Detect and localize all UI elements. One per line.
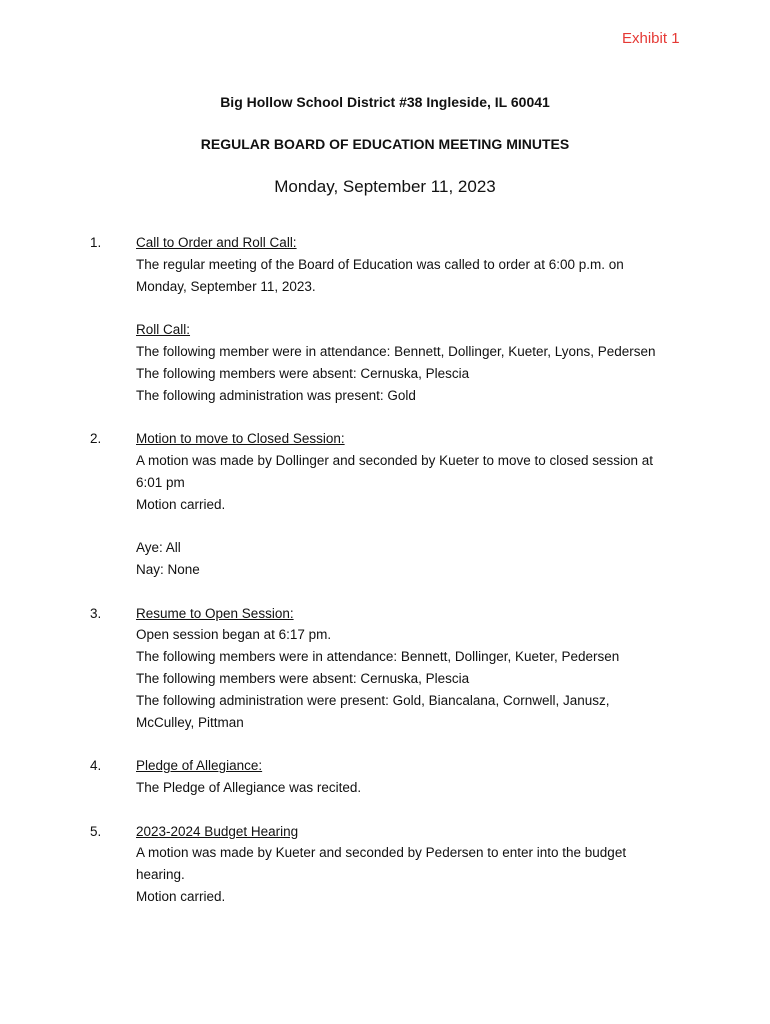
item-number: 5. [90,823,102,839]
item-heading: Resume to Open Session: [136,605,294,621]
vote-aye: Aye: All [136,540,181,556]
agenda-item-4 [0,755,770,799]
item-text: A motion was made by Dollinger and seconded by Kueter to move to closed session at [136,452,654,468]
school-district-name: Big Hollow School District #38 Ingleside, IL 60041 [220,94,550,110]
item-number: 1. [90,235,102,250]
agenda-items [0,232,770,908]
item-heading: 2023-2024 Budget Hearing [136,823,299,839]
item-text: The regular meeting of the Board of Education was called to order at 6:00 p.m. on [136,256,624,272]
item-text: The following administration was present: Gold [136,387,416,403]
item-text: Open session began at 6:17 pm. [136,627,332,643]
agenda-item-1 [0,232,770,406]
item-text: The following administration were present: Gold, Biancalana, Cornwell, Janusz, [136,692,610,708]
item-text: McCulley, Pittman [136,714,244,730]
meeting-date: Monday, September 11, 2023 [274,177,496,196]
document-header [0,94,770,197]
document-title: REGULAR BOARD OF EDUCATION MEETING MINUTES [200,136,570,152]
item-text: The following members were absent: Cernuska, Plescia [136,670,470,686]
vote-nay: Nay: None [136,561,200,577]
item-number: 4. [90,758,102,774]
exhibit-label: Exhibit 1 [622,30,680,47]
item-text: The following members were absent: Cernuska, Plescia [136,365,470,381]
item-heading: Motion to move to Closed Session: [136,431,345,447]
agenda-item-5 [0,821,770,908]
item-heading: Call to Order and Roll Call: [136,235,297,250]
item-text: The following members were in attendance: Bennett, Dollinger, Kueter, Pedersen [136,649,620,665]
item-heading: Pledge of Allegiance: [136,758,263,774]
item-text: 6:01 pm [136,474,185,490]
item-text: Monday, September 11, 2023. [136,278,316,294]
item-number: 3. [90,605,102,621]
item-number: 2. [90,431,102,447]
agenda-item-2 [0,428,770,581]
item-text: hearing. [136,867,185,883]
item-text: The Pledge of Allegiance was recited. [136,779,362,795]
item-text: Motion carried. [136,496,226,512]
item-text: Motion carried. [136,888,226,904]
agenda-item-3 [0,603,770,734]
item-text: A motion was made by Kueter and seconded by Pedersen to enter into the budget [136,845,627,861]
item-text: The following member were in attendance: Bennett, Dollinger, Kueter, Lyons, Pedersen [136,343,656,359]
roll-call-heading: Roll Call: [136,322,191,338]
